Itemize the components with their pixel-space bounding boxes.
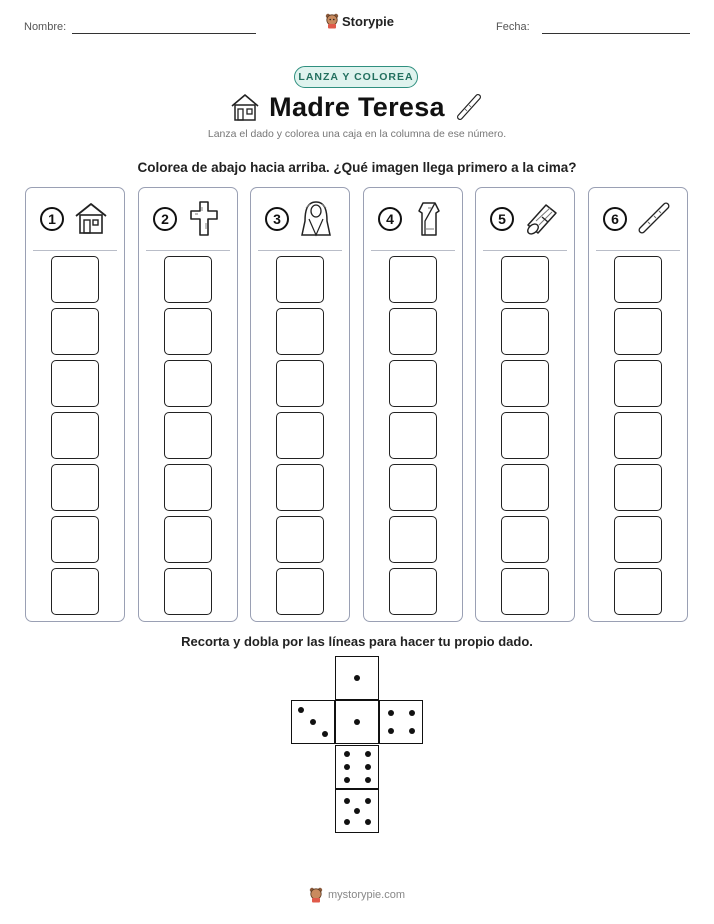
- coloring-box[interactable]: [164, 464, 212, 511]
- column-number: 6: [603, 207, 627, 231]
- bear-logo-icon: [325, 13, 339, 29]
- stick-title-icon: [454, 92, 484, 122]
- coloring-box[interactable]: [501, 256, 549, 303]
- coloring-box[interactable]: [389, 256, 437, 303]
- activity-badge: LANZA Y COLOREA: [294, 66, 418, 88]
- coloring-box[interactable]: [501, 412, 549, 459]
- coloring-box[interactable]: [51, 464, 99, 511]
- die-pip: [322, 731, 328, 737]
- die-pip: [344, 764, 350, 770]
- coloring-box[interactable]: [614, 464, 662, 511]
- coloring-box[interactable]: [389, 308, 437, 355]
- coloring-box[interactable]: [164, 412, 212, 459]
- column-number: 1: [40, 207, 64, 231]
- page-title: Madre Teresa: [269, 92, 445, 122]
- die-pip: [388, 728, 394, 734]
- die-pip: [409, 710, 415, 716]
- coloring-box[interactable]: [164, 568, 212, 615]
- coloring-box[interactable]: [501, 516, 549, 563]
- column-divider: [483, 250, 567, 251]
- column-number: 2: [153, 207, 177, 231]
- die-pip: [354, 675, 360, 681]
- coloring-box[interactable]: [51, 412, 99, 459]
- column-1: [25, 187, 125, 622]
- column-divider: [33, 250, 117, 251]
- coloring-box[interactable]: [614, 568, 662, 615]
- coloring-box[interactable]: [51, 256, 99, 303]
- column-number: 4: [378, 207, 402, 231]
- coloring-box[interactable]: [501, 308, 549, 355]
- die-pip: [344, 798, 350, 804]
- die-pip: [365, 764, 371, 770]
- coloring-box[interactable]: [501, 568, 549, 615]
- die-pip: [344, 777, 350, 783]
- coloring-box[interactable]: [276, 568, 324, 615]
- column-header: [251, 188, 349, 250]
- name-label: Nombre:: [24, 21, 67, 33]
- column-2: [138, 187, 238, 622]
- die-pip: [344, 751, 350, 757]
- die-face-5: [335, 745, 379, 789]
- coloring-box[interactable]: [614, 412, 662, 459]
- die-pip: [409, 728, 415, 734]
- column-header: [364, 188, 462, 250]
- column-4: [363, 187, 463, 622]
- coloring-box[interactable]: [614, 256, 662, 303]
- brand-logo: [325, 13, 394, 29]
- name-line[interactable]: [72, 33, 256, 34]
- coloring-instruction: Colorea de abajo hacia arriba. ¿Qué imagen llega primero a la cima?: [137, 160, 577, 175]
- coloring-box[interactable]: [51, 516, 99, 563]
- die-pip: [365, 819, 371, 825]
- column-6: [588, 187, 688, 622]
- die-face-1: [335, 656, 379, 700]
- column-divider: [371, 250, 455, 251]
- coloring-box[interactable]: [389, 568, 437, 615]
- column-header: [26, 188, 124, 250]
- coloring-box[interactable]: [276, 308, 324, 355]
- die-pip: [365, 798, 371, 804]
- column-header: [589, 188, 687, 250]
- coloring-box[interactable]: [501, 464, 549, 511]
- coloring-box[interactable]: [614, 516, 662, 563]
- coloring-box[interactable]: [276, 360, 324, 407]
- coloring-box[interactable]: [51, 308, 99, 355]
- column-divider: [596, 250, 680, 251]
- die-pip: [344, 819, 350, 825]
- column-divider: [146, 250, 230, 251]
- house-icon: [72, 199, 110, 239]
- coloring-box[interactable]: [164, 256, 212, 303]
- coloring-box[interactable]: [389, 516, 437, 563]
- coloring-box[interactable]: [389, 412, 437, 459]
- die-pip: [354, 808, 360, 814]
- bear-footer-icon: [309, 887, 323, 903]
- coloring-box[interactable]: [51, 360, 99, 407]
- die-pip: [388, 710, 394, 716]
- column-header: [139, 188, 237, 250]
- die-pip: [298, 707, 304, 713]
- column-divider: [258, 250, 342, 251]
- sari-icon: [410, 199, 448, 239]
- coloring-box[interactable]: [276, 412, 324, 459]
- coloring-box[interactable]: [389, 360, 437, 407]
- die-face-2: [291, 700, 335, 744]
- die-pip: [365, 751, 371, 757]
- footer: [0, 887, 714, 903]
- coloring-box[interactable]: [164, 308, 212, 355]
- die-face-4: [379, 700, 423, 744]
- die-pip: [365, 777, 371, 783]
- date-line[interactable]: [542, 33, 690, 34]
- footer-url: mystorypie.com: [327, 889, 406, 901]
- column-header: [476, 188, 574, 250]
- column-number: 3: [265, 207, 289, 231]
- coloring-box[interactable]: [389, 464, 437, 511]
- brand-name: Storypie: [342, 13, 395, 29]
- column-3: [250, 187, 350, 622]
- column-number: 5: [490, 207, 514, 231]
- die-pip: [310, 719, 316, 725]
- coloring-box[interactable]: [276, 516, 324, 563]
- cross-icon: [185, 199, 223, 239]
- die-face-6: [335, 789, 379, 833]
- subtitle: Lanza el dado y colorea una caja en la columna de ese número.: [207, 128, 507, 140]
- house-title-icon: [229, 92, 261, 122]
- die-face-3: [335, 700, 379, 744]
- die-pip: [354, 719, 360, 725]
- coloring-box[interactable]: [276, 256, 324, 303]
- nun-icon: [297, 199, 335, 239]
- coloring-box[interactable]: [614, 360, 662, 407]
- coloring-box[interactable]: [614, 308, 662, 355]
- coloring-box[interactable]: [51, 568, 99, 615]
- date-label: Fecha:: [496, 21, 530, 33]
- column-5: [475, 187, 575, 622]
- cutting-instruction: Recorta y dobla por las líneas para hacer tu propio dado.: [181, 634, 533, 649]
- stick-icon: [635, 199, 673, 239]
- coloring-box[interactable]: [164, 516, 212, 563]
- coloring-box[interactable]: [276, 464, 324, 511]
- scroll-icon: [522, 199, 560, 239]
- coloring-box[interactable]: [164, 360, 212, 407]
- coloring-box[interactable]: [501, 360, 549, 407]
